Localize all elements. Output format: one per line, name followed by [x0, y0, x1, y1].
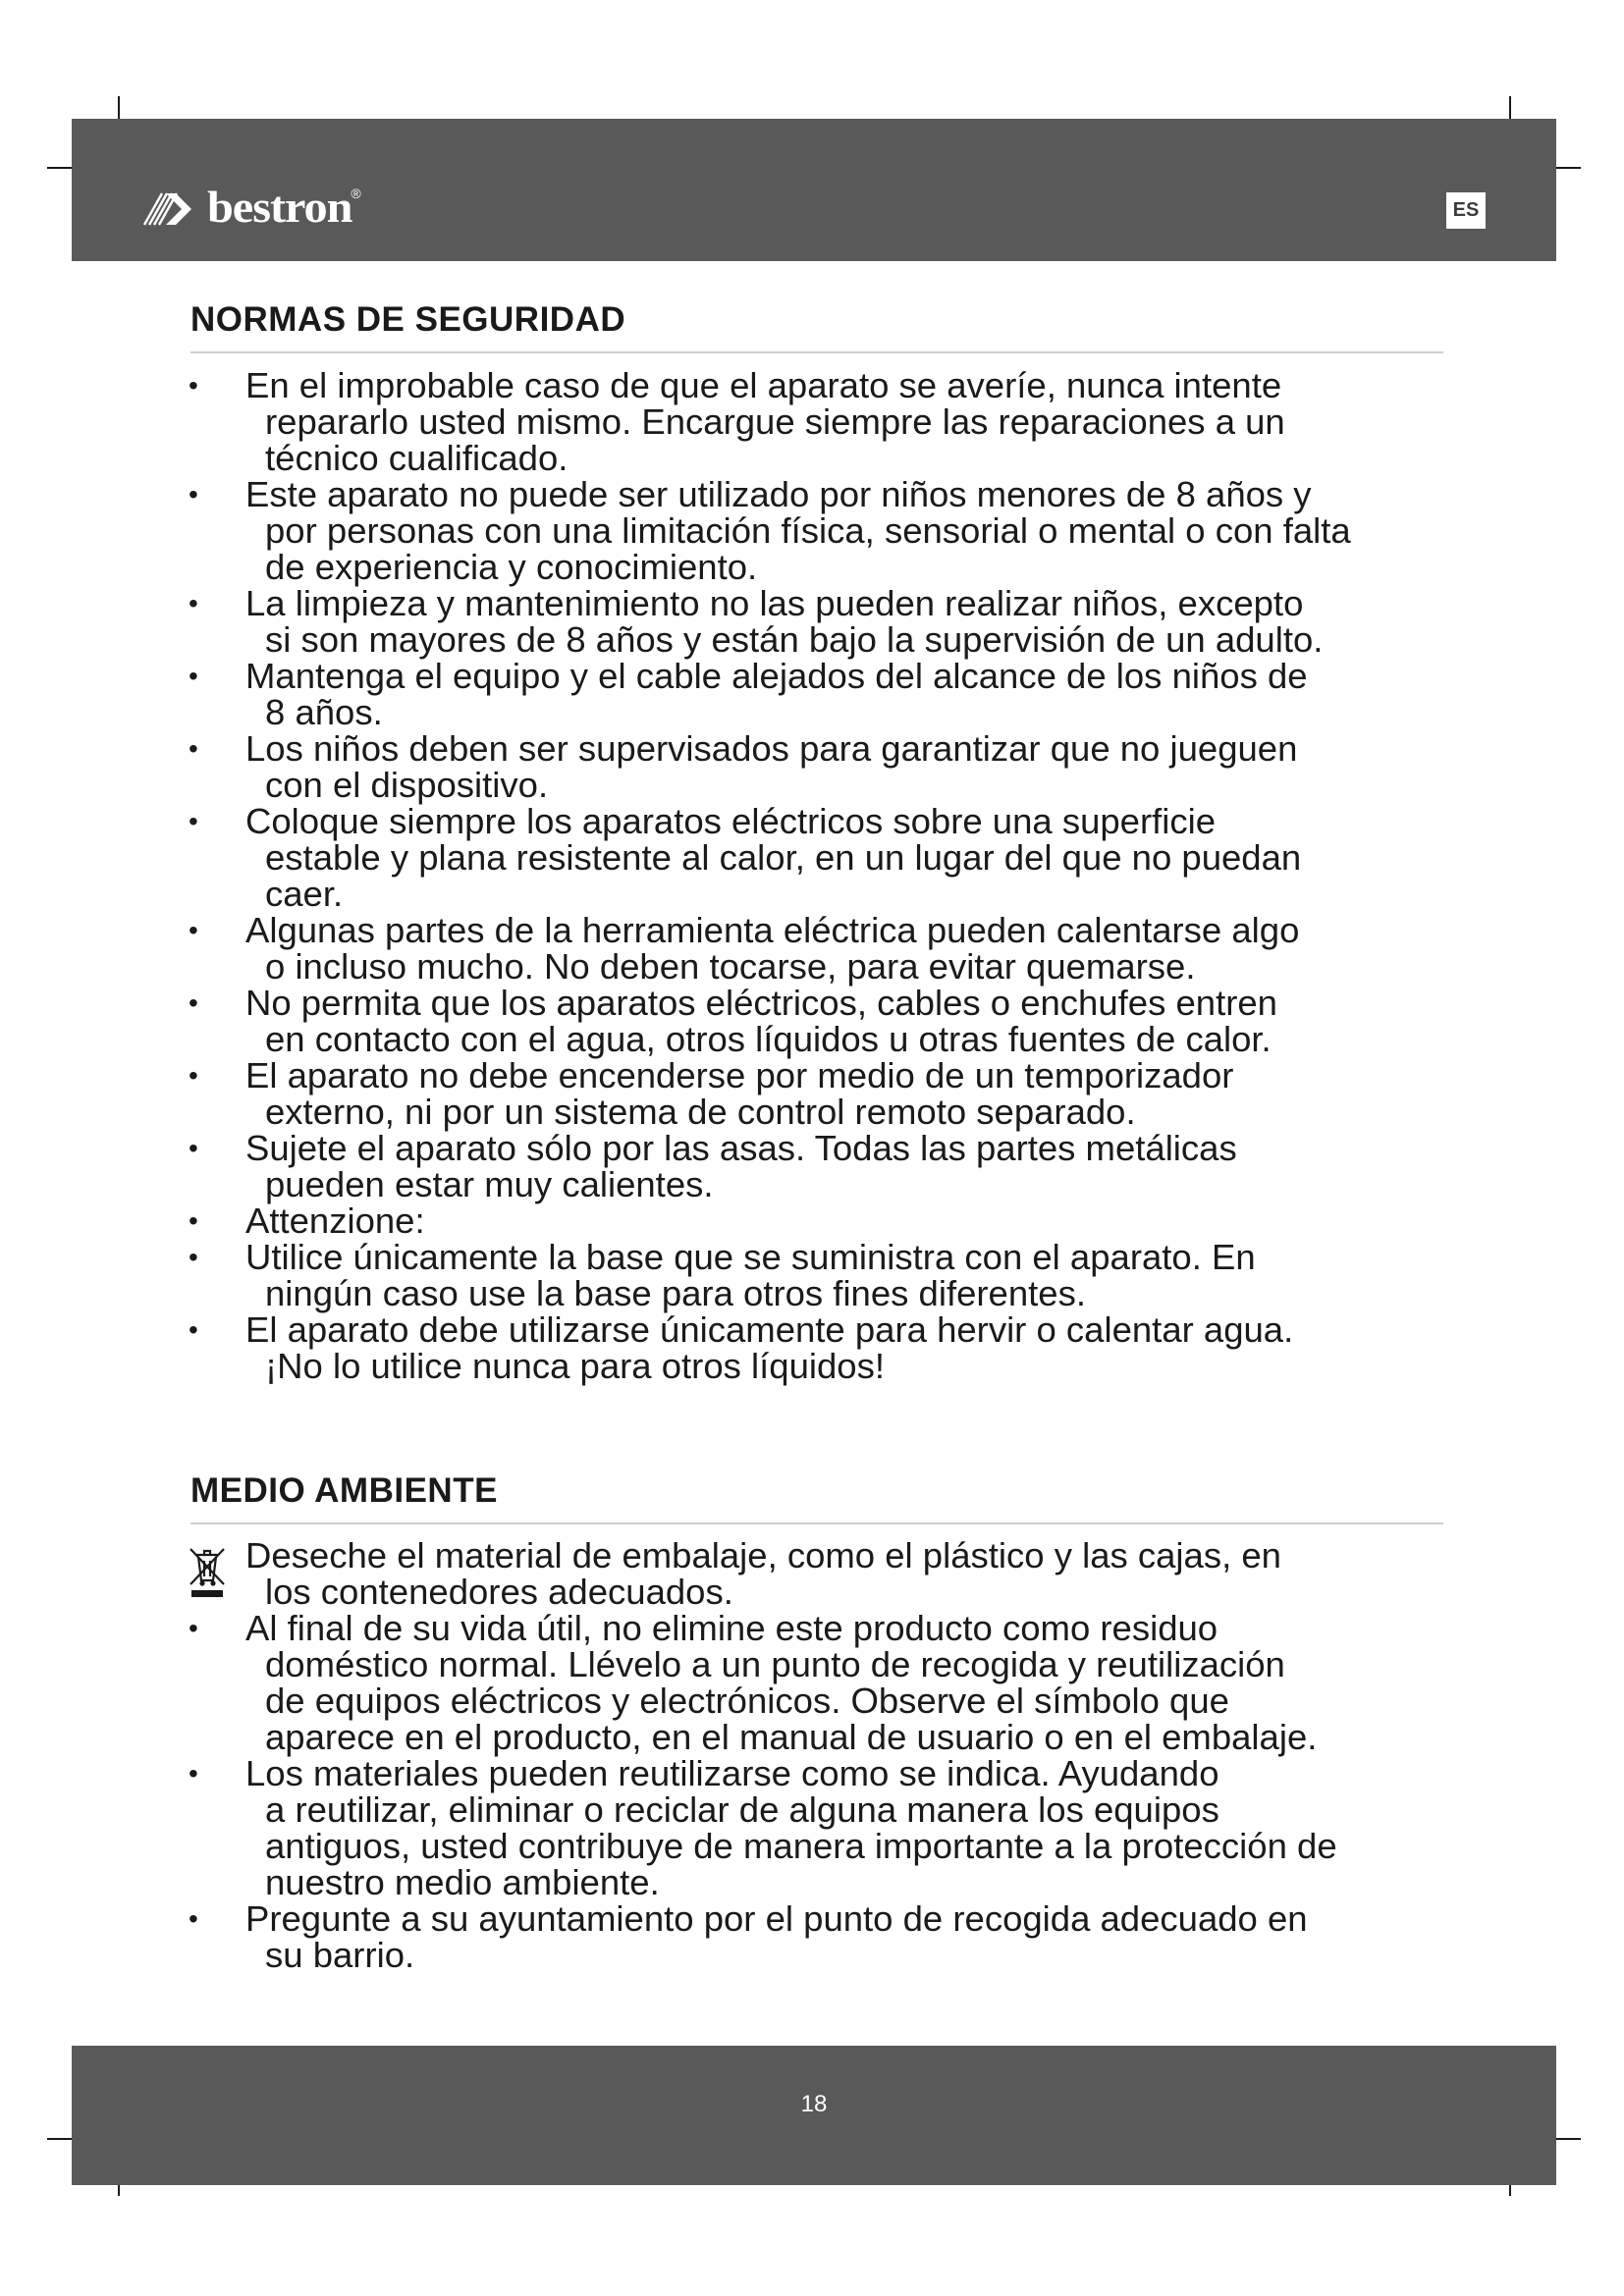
environment-list [185, 1537, 1481, 1973]
list-item [185, 367, 1481, 476]
list-item [185, 476, 1481, 585]
list-item [185, 1057, 1481, 1130]
list-item-line: Algunas partes de la herramienta eléctrica pueden calentarse algo [245, 910, 1300, 950]
list-item-line: En el improbable caso de que el aparato se averíe, nunca intente [245, 365, 1282, 405]
list-item-line: a reutilizar, eliminar o reciclar de alguna manera los equipos [265, 1789, 1219, 1830]
list-item-line: Al final de su vida útil, no elimine este producto como residuo [245, 1608, 1218, 1648]
list-item-line: si son mayores de 8 años y están bajo la supervisión de un adulto. [265, 619, 1324, 660]
language-badge: ES [1446, 192, 1486, 229]
footer-bar [72, 2046, 1556, 2185]
list-item-line: Deseche el material de embalaje, como el plástico y las cajas, en [245, 1535, 1281, 1575]
list-item-line: externo, ni por un sistema de control remoto separado. [265, 1092, 1136, 1132]
list-item-line: Sujete el aparato sólo por las asas. Todas las partes metálicas [245, 1128, 1237, 1168]
list-item-line: El aparato debe utilizarse únicamente para hervir o calentar agua. [245, 1309, 1294, 1350]
list-item-line: estable y plana resistente al calor, en un lugar del que no puedan [265, 837, 1302, 878]
list-item-line: con el dispositivo. [265, 765, 549, 805]
list-item-line: caer. [265, 874, 344, 914]
list-item-line: o incluso mucho. No deben tocarse, para evitar quemarse. [265, 946, 1196, 987]
section-divider [190, 351, 1443, 353]
list-item [185, 985, 1481, 1057]
list-item-line: ¡No lo utilice nunca para otros líquidos! [265, 1346, 885, 1386]
list-item-line: de equipos eléctricos y electrónicos. Observe el símbolo que [265, 1681, 1229, 1721]
list-item-line: ningún caso use la base para otros fines diferentes. [265, 1273, 1086, 1313]
list-item-line: antiguos, usted contribuye de manera importante a la protección de [265, 1826, 1337, 1866]
list-item-line: pueden estar muy calientes. [265, 1164, 714, 1204]
list-item-line: doméstico normal. Llévelo a un punto de recogida y reutilización [265, 1644, 1285, 1684]
list-item-line: Coloque siempre los aparatos eléctricos sobre una superficie [245, 801, 1217, 841]
list-item-line: Attenzione: [245, 1201, 425, 1241]
list-item [185, 1130, 1481, 1202]
list-item-line: aparece en el producto, en el manual de usuario o en el embalaje. [265, 1717, 1318, 1757]
brand-logo [140, 182, 361, 232]
list-item-line: Los materiales pueden reutilizarse como se indica. Ayudando [245, 1753, 1219, 1793]
list-item [185, 1311, 1481, 1384]
list-item-line: los contenedores adecuados. [265, 1572, 733, 1612]
list-item-line: de experiencia y conocimiento. [265, 547, 758, 587]
list-item-line: No permita que los aparatos eléctricos, cables o enchufes entren [245, 983, 1277, 1023]
list-item [185, 1755, 1481, 1900]
list-item-line: El aparato no debe encenderse por medio de un temporizador [245, 1055, 1234, 1095]
list-item [185, 803, 1481, 912]
registered-mark: ® [351, 186, 361, 201]
list-item-line: La limpieza y mantenimiento no las pueden realizar niños, excepto [245, 583, 1304, 623]
list-item-line: Este aparato no puede ser utilizado por niños menores de 8 años y [245, 474, 1312, 514]
brand-name: bestron [207, 182, 352, 232]
list-item [185, 1537, 1481, 1610]
list-item-line: Los niños deben ser supervisados para garantizar que no jueguen [245, 728, 1298, 769]
list-item-line: su barrio. [265, 1935, 415, 1975]
header-bar [72, 119, 1556, 261]
list-item [185, 1610, 1481, 1755]
brand-chevrons-icon [140, 187, 197, 227]
list-item [185, 1239, 1481, 1311]
list-item-line: Mantenga el equipo y el cable alejados del alcance de los niños de [245, 656, 1308, 696]
safety-list [185, 367, 1481, 1384]
list-item-line: Utilice únicamente la base que se suministra con el aparato. En [245, 1237, 1256, 1277]
list-item-line: repararlo usted mismo. Encargue siempre las reparaciones a un [265, 401, 1285, 442]
list-item [185, 1900, 1481, 1973]
list-item-line: Pregunte a su ayuntamiento por el punto de recogida adecuado en [245, 1898, 1308, 1939]
weee-bin-icon [185, 1543, 230, 1600]
page-number: 18 [800, 2091, 828, 2117]
list-item-line: 8 años. [265, 692, 383, 732]
list-item [185, 730, 1481, 803]
list-item [185, 912, 1481, 985]
list-item [185, 658, 1481, 730]
list-item-line: por personas con una limitación física, sensorial o mental o con falta [265, 510, 1351, 551]
list-item-line: nuestro medio ambiente. [265, 1862, 660, 1902]
list-item [185, 585, 1481, 658]
section-divider [190, 1522, 1443, 1524]
safety-title: NORMAS DE SEGURIDAD [190, 300, 626, 339]
list-item-line: en contacto con el agua, otros líquidos u otras fuentes de calor. [265, 1019, 1272, 1059]
list-item-line: técnico cualificado. [265, 438, 568, 478]
list-item [185, 1202, 1481, 1239]
environment-title: MEDIO AMBIENTE [190, 1471, 498, 1510]
